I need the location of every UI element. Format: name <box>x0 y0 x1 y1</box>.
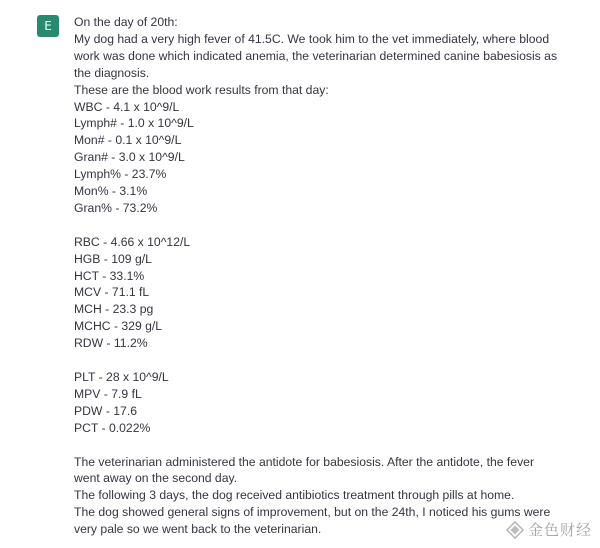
intro-line: My dog had a very high fever of 41.5C. We took him to the vet immediately, where blood <box>74 31 550 46</box>
rbc-results-list <box>74 234 574 352</box>
result-line: Lymph# - 1.0 x 10^9/L <box>74 116 194 131</box>
followup-paragraph <box>74 454 574 539</box>
result-line: MCV - 71.1 fL <box>74 285 150 300</box>
followup-line: The veterinarian administered the antidote for babesiosis. After the antidote, the fever <box>74 454 535 469</box>
result-line: RDW - 11.2% <box>74 336 148 351</box>
result-line: MCHC - 329 g/L <box>74 319 163 334</box>
result-line: HCT - 33.1% <box>74 268 145 283</box>
result-line: PCT - 0.022% <box>74 420 151 435</box>
result-line: Lymph% - 23.7% <box>74 167 167 182</box>
watermark <box>506 519 592 540</box>
intro-line: work was done which indicated anemia, the veterinarian determined canine babesiosis as <box>74 48 558 63</box>
plt-results-list <box>74 369 574 437</box>
followup-line: very pale so we went back to the veterinarian. <box>74 522 322 537</box>
followup-line: went away on the second day. <box>74 471 238 486</box>
intro-line: These are the blood work results from that day: <box>74 82 329 97</box>
paragraph-gap <box>74 437 574 454</box>
followup-line: The dog showed general signs of improvement, but on the 24th, I noticed his gums were <box>74 505 551 520</box>
followup-line: The following 3 days, the dog received antibiotics treatment through pills at home. <box>74 488 515 503</box>
result-line: WBC - 4.1 x 10^9/L <box>74 99 180 114</box>
diamond-logo-icon <box>506 521 524 539</box>
paragraph-gap <box>74 217 574 234</box>
intro-line: On the day of 20th: <box>74 15 178 29</box>
message-content <box>74 14 574 538</box>
user-avatar: E <box>37 15 59 37</box>
result-line: PDW - 17.6 <box>74 403 137 418</box>
wbc-results-list <box>74 99 574 217</box>
result-line: Gran% - 73.2% <box>74 200 158 215</box>
watermark-text: 金色财经 <box>527 521 592 539</box>
paragraph-gap <box>74 352 574 369</box>
result-line: HGB - 109 g/L <box>74 251 152 266</box>
result-line: PLT - 28 x 10^9/L <box>74 370 169 384</box>
result-line: Gran# - 3.0 x 10^9/L <box>74 150 185 165</box>
intro-line: the diagnosis. <box>74 65 150 80</box>
result-line: MPV - 7.9 fL <box>74 386 142 401</box>
result-line: Mon% - 3.1% <box>74 184 148 199</box>
result-line: RBC - 4.66 x 10^12/L <box>74 234 191 249</box>
result-line: MCH - 23.3 pg <box>74 302 154 317</box>
result-line: Mon# - 0.1 x 10^9/L <box>74 133 182 148</box>
intro-paragraph <box>74 14 574 99</box>
